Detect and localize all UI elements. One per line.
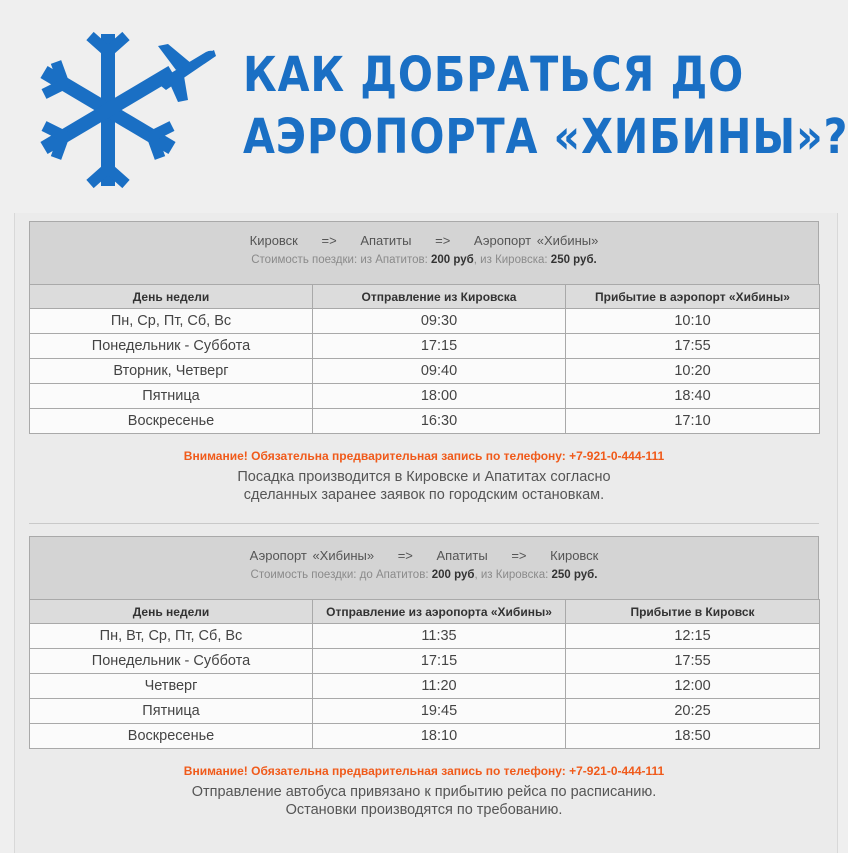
boarding-note [29, 468, 819, 504]
header [0, 0, 848, 205]
route-to: Кировск [550, 548, 599, 563]
departure-cell: 18:10 [313, 724, 566, 749]
route-via: Апатиты [360, 233, 412, 248]
route-header [29, 221, 819, 284]
arrival-cell: 18:50 [566, 724, 820, 749]
day-cell: Воскресенье [30, 409, 313, 434]
table-row [30, 674, 820, 699]
schedule-airport-to-kirovsk [29, 536, 819, 819]
route-line [30, 233, 818, 248]
arrival-cell: 17:10 [566, 409, 820, 434]
note-line: Отправление автобуса привязано к прибытию рейса по расписанию. [191, 784, 657, 800]
day-cell: Пятница [30, 699, 313, 724]
day-cell: Пн, Вт, Ср, Пт, Сб, Вс [30, 624, 313, 649]
price-label: Стоимость поездки: до Апатитов: [250, 569, 429, 581]
page-title [243, 44, 848, 168]
day-cell: Понедельник - Суббота [30, 649, 313, 674]
column-header: Прибытие в Кировск [566, 600, 820, 624]
table-row [30, 384, 820, 409]
route-from: Аэропорт «Хибины» [249, 548, 375, 563]
note-line: Посадка производится в Кировске и Апатитах согласно [237, 469, 611, 485]
day-cell: Пн, Ср, Пт, Сб, Вс [30, 309, 313, 334]
table-row [30, 649, 820, 674]
day-cell: Вторник, Четверг [30, 359, 313, 384]
departure-cell: 17:15 [313, 649, 566, 674]
route-to: Аэропорт «Хибины» [473, 233, 599, 248]
route-arrow: => [321, 233, 337, 248]
route-arrow: => [511, 548, 527, 563]
table-row [30, 699, 820, 724]
table-row [30, 309, 820, 334]
column-header: Прибытие в аэропорт «Хибины» [566, 285, 820, 309]
table-row [30, 334, 820, 359]
price-label: Стоимость поездки: из Апатитов: [251, 254, 428, 266]
schedule-panel [14, 213, 838, 853]
departure-cell: 11:20 [313, 674, 566, 699]
day-cell: Четверг [30, 674, 313, 699]
phone-warning: Внимание! Обязательна предварительная запись по телефону: +7-921-0-444-111 [183, 764, 665, 778]
day-cell: Понедельник - Суббота [30, 334, 313, 359]
arrival-cell: 12:15 [566, 624, 820, 649]
schedule-table [29, 284, 820, 434]
price-value: 250 руб. [550, 254, 597, 266]
column-header: День недели [30, 285, 313, 309]
price-value: 200 руб [431, 569, 475, 581]
route-header [29, 536, 819, 599]
route-via: Апатиты [436, 548, 488, 563]
table-header-row [30, 600, 820, 624]
departure-cell: 09:30 [313, 309, 566, 334]
departure-cell: 17:15 [313, 334, 566, 359]
phone-warning: Внимание! Обязательна предварительная запись по телефону: +7-921-0-444-111 [183, 449, 665, 463]
schedule-table [29, 599, 820, 749]
departure-cell: 18:00 [313, 384, 566, 409]
arrival-cell: 18:40 [566, 384, 820, 409]
day-cell: Воскресенье [30, 724, 313, 749]
price-label: , из Кировска: [473, 254, 548, 266]
route-from: Кировск [249, 233, 298, 248]
departure-note [29, 783, 819, 819]
column-header: Отправление из аэропорта «Хибины» [313, 600, 566, 624]
arrival-cell: 17:55 [566, 649, 820, 674]
arrival-cell: 17:55 [566, 334, 820, 359]
departure-cell: 09:40 [313, 359, 566, 384]
note-line: сделанных заранее заявок по городским остановкам. [243, 487, 605, 503]
price-value: 200 руб [431, 254, 474, 266]
snowflake-airplane-icon [38, 30, 218, 190]
route-arrow: => [435, 233, 451, 248]
title-line-2: АЭРОПОРТА «ХИБИНЫ»? [243, 109, 848, 165]
arrival-cell: 20:25 [566, 699, 820, 724]
route-line [30, 548, 818, 563]
departure-cell: 16:30 [313, 409, 566, 434]
table-row [30, 624, 820, 649]
price-value: 250 руб. [551, 569, 598, 581]
table-row [30, 724, 820, 749]
route-arrow: => [397, 548, 413, 563]
section-divider [29, 523, 819, 524]
arrival-cell: 10:20 [566, 359, 820, 384]
price-line [30, 254, 818, 266]
schedule-kirovsk-to-airport [29, 221, 819, 504]
column-header: Отправление из Кировска [313, 285, 566, 309]
table-row [30, 409, 820, 434]
column-header: День недели [30, 600, 313, 624]
price-line [30, 569, 818, 581]
departure-cell: 19:45 [313, 699, 566, 724]
day-cell: Пятница [30, 384, 313, 409]
price-label: , из Кировска: [474, 569, 549, 581]
table-row [30, 359, 820, 384]
title-line-1: КАК ДОБРАТЬСЯ ДО [243, 47, 745, 103]
departure-cell: 11:35 [313, 624, 566, 649]
note-line: Остановки производятся по требованию. [285, 802, 563, 818]
table-header-row [30, 285, 820, 309]
arrival-cell: 10:10 [566, 309, 820, 334]
arrival-cell: 12:00 [566, 674, 820, 699]
